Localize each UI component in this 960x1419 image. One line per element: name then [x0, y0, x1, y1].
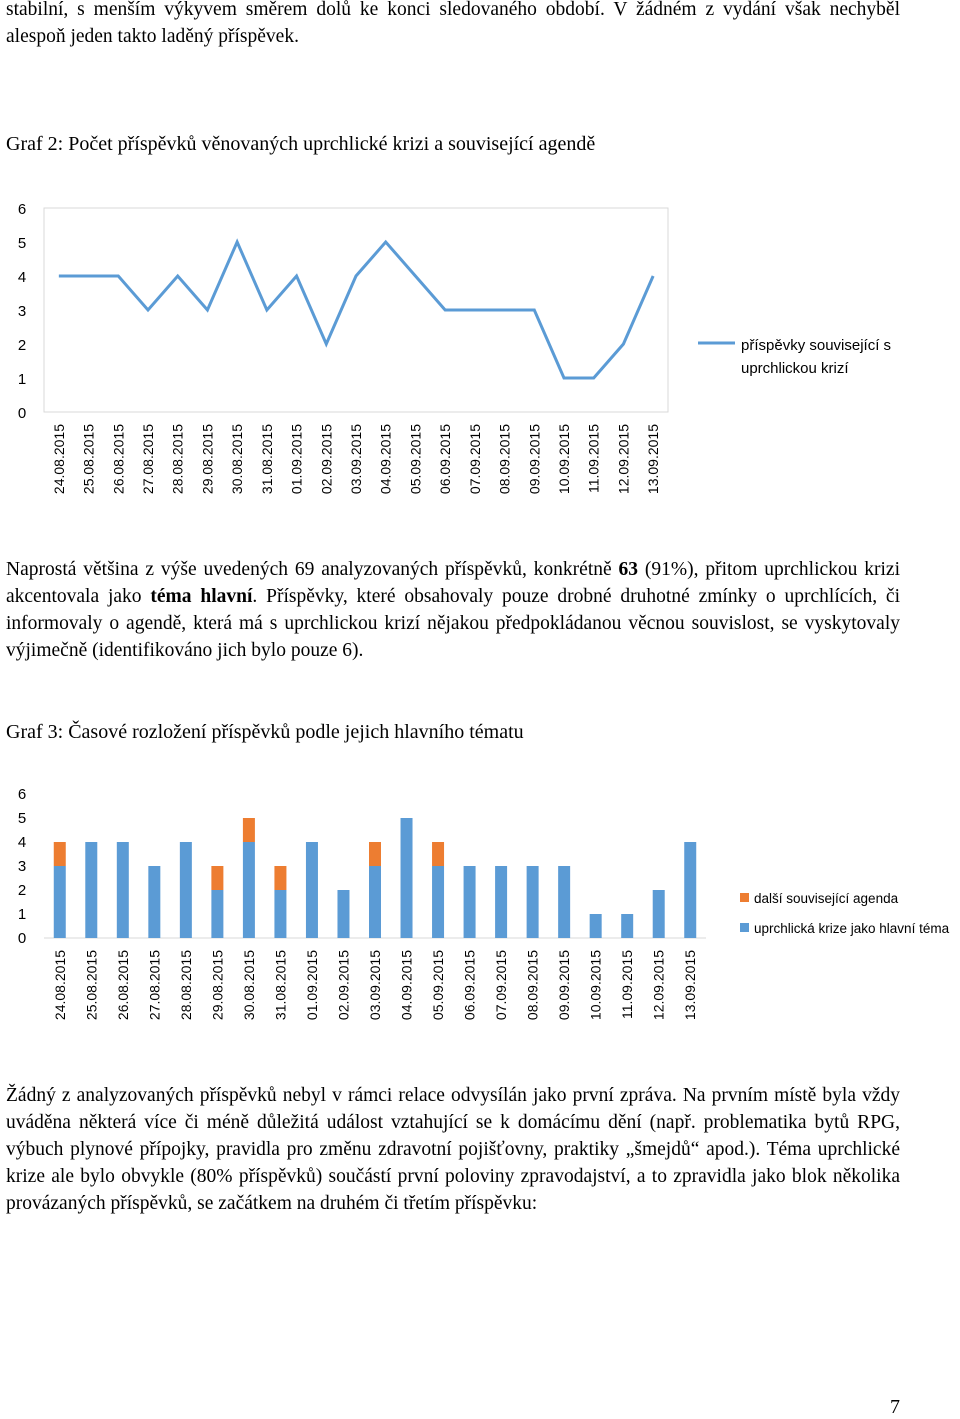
x-tick-label: 26.08.2015	[110, 424, 127, 495]
intro-text: stabilní, s menším výkyvem směrem dolů ke konci sledovaného období. V žádném z vydání však nechyběl alespoň jeden takto laděný příspěvek.	[6, 0, 900, 47]
x-tick-label: 10.09.2015	[587, 950, 604, 1021]
x-tick-label: 13.09.2015	[682, 950, 699, 1021]
legend-label-line: uprchlickou krizí	[741, 360, 849, 377]
x-tick-label: 08.09.2015	[524, 950, 541, 1021]
bar-related-agenda	[432, 842, 444, 866]
bar-main-topic	[369, 866, 381, 938]
bar-main-topic	[180, 842, 192, 938]
bar-main-topic	[432, 866, 444, 938]
bar-main-topic	[243, 842, 255, 938]
legend-swatch-related	[740, 893, 749, 902]
x-tick-label: 03.09.2015	[367, 950, 383, 1021]
y-tick-label: 3	[17, 858, 27, 875]
y-tick-label: 1	[17, 906, 27, 923]
bar-main-topic	[558, 866, 570, 938]
x-tick-label: 27.08.2015	[146, 950, 163, 1021]
paragraph-3-text: Žádný z analyzovaných příspěvků nebyl v rámci relace odvysílán jako první zpráva. Na prvním místě byla vždy uváděna některá více či méně důležitá událost vztahující se k domácímu dění (např. problematika bytů RPG, výbuch plynové přípojky, pravidla pro změnu zdravotní pojišťovny, praktiky „šmejdů“ apod.). Téma uprchlické krize ale bylo obvykle (80% příspěvků) součástí první poloviny zpravodajství, a to zpravidla jako blok několika provázaných příspěvků, se začátkem na druhém či třetím příspěvku:	[6, 1085, 900, 1214]
bar-chart	[0, 780, 960, 1060]
bar-related-agenda	[274, 866, 286, 890]
x-tick-label: 24.08.2015	[51, 950, 68, 1021]
x-tick-label: 30.08.2015	[229, 424, 246, 495]
bar-related-agenda	[211, 866, 223, 890]
bar-main-topic	[337, 890, 349, 938]
paragraph-2	[6, 556, 900, 664]
y-tick-label: 4	[17, 269, 27, 286]
bar-main-topic	[85, 842, 97, 938]
x-tick-label: 03.09.2015	[348, 424, 364, 495]
x-tick-label: 07.09.2015	[466, 424, 483, 495]
bar-main-topic	[495, 866, 507, 938]
y-tick-label: 5	[17, 235, 27, 252]
figure2-caption: Graf 2: Počet příspěvků věnovaných uprchlické krizi a související agendě	[6, 133, 596, 155]
bar-main-topic	[274, 890, 286, 938]
x-tick-label: 29.08.2015	[199, 424, 216, 495]
intro-paragraph	[6, 0, 900, 50]
paragraph-2-text-a: Naprostá většina z výše uvedených 69 analyzovaných příspěvků, konkrétně	[6, 559, 619, 580]
bar-main-topic	[148, 866, 160, 938]
bar-main-topic	[464, 866, 476, 938]
legend-label-line: příspěvky související s	[741, 337, 892, 354]
y-tick-label: 3	[17, 303, 27, 320]
y-tick-label: 2	[17, 337, 27, 354]
paragraph-2-bold-count: 63	[618, 559, 639, 580]
x-tick-label: 25.08.2015	[80, 424, 97, 495]
bar-main-topic	[306, 842, 318, 938]
y-tick-label: 5	[17, 810, 27, 827]
x-tick-label: 02.09.2015	[318, 424, 335, 495]
x-tick-label: 28.08.2015	[169, 424, 186, 495]
bar-chart-svg	[0, 780, 960, 1060]
x-tick-label: 08.09.2015	[496, 424, 513, 495]
y-tick-label: 1	[17, 371, 27, 388]
x-tick-label: 06.09.2015	[437, 424, 454, 495]
x-tick-label: 01.09.2015	[303, 950, 320, 1021]
bar-main-topic	[590, 914, 602, 938]
x-tick-label: 13.09.2015	[645, 424, 662, 495]
paragraph-3	[6, 1082, 900, 1217]
paragraph-2-bold-topic: téma hlavní	[150, 586, 253, 607]
paragraph-2-text-b: (91%), přitom uprchlickou krizi akcentovala jako	[6, 559, 900, 607]
bar-main-topic	[527, 866, 539, 938]
bar-main-topic	[684, 842, 696, 938]
bar-main-topic	[401, 818, 413, 938]
x-tick-label: 30.08.2015	[240, 950, 257, 1021]
legend-swatch-main	[740, 923, 749, 932]
x-tick-label: 12.09.2015	[615, 424, 632, 495]
y-tick-label: 6	[17, 201, 27, 218]
line-chart	[0, 190, 960, 530]
y-tick-label: 4	[17, 834, 27, 851]
legend-label	[741, 337, 891, 377]
bar-main-topic	[54, 866, 66, 938]
plot-area	[44, 208, 668, 412]
figure3-caption: Graf 3: Časové rozložení příspěvků podle jejich hlavního tématu	[6, 721, 524, 743]
y-tick-label: 6	[17, 786, 27, 803]
bar-main-topic	[117, 842, 129, 938]
x-tick-label: 24.08.2015	[50, 424, 67, 495]
x-tick-label: 01.09.2015	[288, 424, 305, 495]
y-tick-label: 0	[17, 930, 27, 947]
bar-main-topic	[211, 890, 223, 938]
x-tick-label: 10.09.2015	[556, 424, 572, 495]
x-tick-label: 04.09.2015	[398, 950, 415, 1021]
line-chart-svg	[0, 190, 960, 530]
paragraph-2-text-c: . Příspěvky, které obsahovaly pouze drobné druhotné zmínky o uprchlících, či informovaly o agendě, která má s uprchlickou krizí nějakou předpokládanou věcnou souvislost, se vyskytovaly výjimečně (identifikováno jich bylo pouze 6).	[6, 586, 901, 661]
x-tick-label: 31.08.2015	[258, 424, 275, 495]
x-tick-label: 11.09.2015	[585, 424, 602, 494]
x-tick-label: 28.08.2015	[177, 950, 194, 1021]
bar-related-agenda	[369, 842, 381, 866]
x-tick-label: 06.09.2015	[461, 950, 478, 1021]
legend-label-main: uprchlická krize jako hlavní téma	[754, 921, 950, 936]
x-tick-label: 02.09.2015	[335, 950, 352, 1021]
y-tick-label: 0	[17, 405, 27, 422]
x-tick-label: 05.09.2015	[430, 950, 447, 1021]
x-tick-label: 29.08.2015	[209, 950, 226, 1021]
bar-related-agenda	[243, 818, 255, 842]
x-tick-label: 12.09.2015	[650, 950, 667, 1021]
x-tick-label: 26.08.2015	[114, 950, 131, 1021]
x-tick-label: 27.08.2015	[140, 424, 156, 495]
bar-main-topic	[653, 890, 665, 938]
bar-main-topic	[621, 914, 633, 938]
x-tick-label: 25.08.2015	[83, 950, 100, 1021]
x-tick-label: 11.09.2015	[619, 950, 636, 1020]
legend-label-related: další související agenda	[754, 891, 899, 906]
page-number: 7	[890, 1396, 900, 1418]
x-tick-label: 09.09.2015	[526, 424, 543, 495]
bar-related-agenda	[54, 842, 66, 866]
x-tick-label: 31.08.2015	[272, 950, 289, 1021]
x-tick-label: 05.09.2015	[407, 424, 424, 495]
x-tick-label: 09.09.2015	[556, 950, 573, 1021]
y-tick-label: 2	[17, 882, 27, 899]
x-tick-label: 07.09.2015	[493, 950, 510, 1021]
x-tick-label: 04.09.2015	[377, 424, 394, 495]
